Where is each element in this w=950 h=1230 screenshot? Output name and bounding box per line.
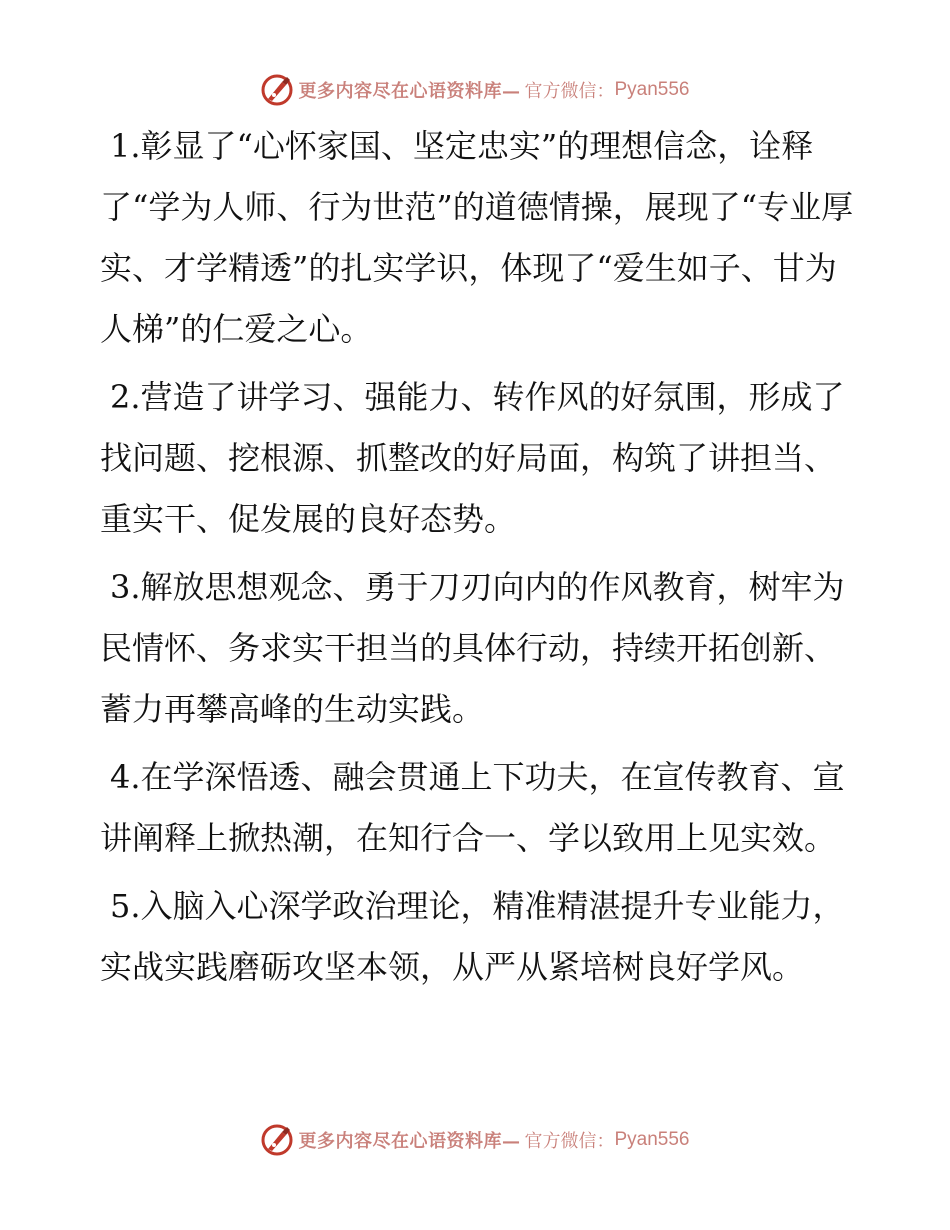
document-body — [100, 116, 860, 1005]
header-brand-text: 更多内容尽在心语资料库— — [298, 81, 521, 102]
header-banner — [0, 72, 950, 108]
paragraph-3: 3.解放思想观念、勇于刀刃向内的作风教育，树牢为民情怀、务求实干担当的具体行动，持续开拓创新、蓄力再攀高峰的生动实践。 — [100, 568, 845, 728]
pen-nib-logo-icon — [260, 1123, 294, 1157]
footer-brand-text: 更多内容尽在心语资料库— — [298, 1131, 521, 1152]
paragraph-1: 1.彰显了“心怀家国、坚定忠实”的理想信念，诠释了“学为人师、行为世范”的道德情操，展现了“专业厚实、才学精透”的扎实学识，体现了“爱生如子、甘为人梯”的仁爱之心。 — [100, 127, 854, 348]
footer-wechat-label: 官方微信： — [524, 1131, 615, 1152]
footer-wechat-id: Pyan556 — [614, 1129, 690, 1150]
paragraph-2: 2.营造了讲学习、强能力、转作风的好氛围，形成了找问题、挖根源、抓整改的好局面，构筑了讲担当、重实干、促发展的良好态势。 — [100, 378, 845, 538]
header-wechat-id: Pyan556 — [614, 79, 690, 100]
paragraph-5: 5.入脑入心深学政治理论，精准精湛提升专业能力，实战实践磨砺攻坚本领，从严从紧培树良好学风。 — [100, 887, 845, 986]
pen-nib-logo-icon — [260, 73, 294, 107]
header-wechat-label: 官方微信： — [524, 81, 615, 102]
footer-banner — [0, 1122, 950, 1158]
paragraph-4: 4.在学深悟透、融会贯通上下功夫，在宣传教育、宣讲阐释上掀热潮，在知行合一、学以致用上见实效。 — [100, 758, 845, 857]
